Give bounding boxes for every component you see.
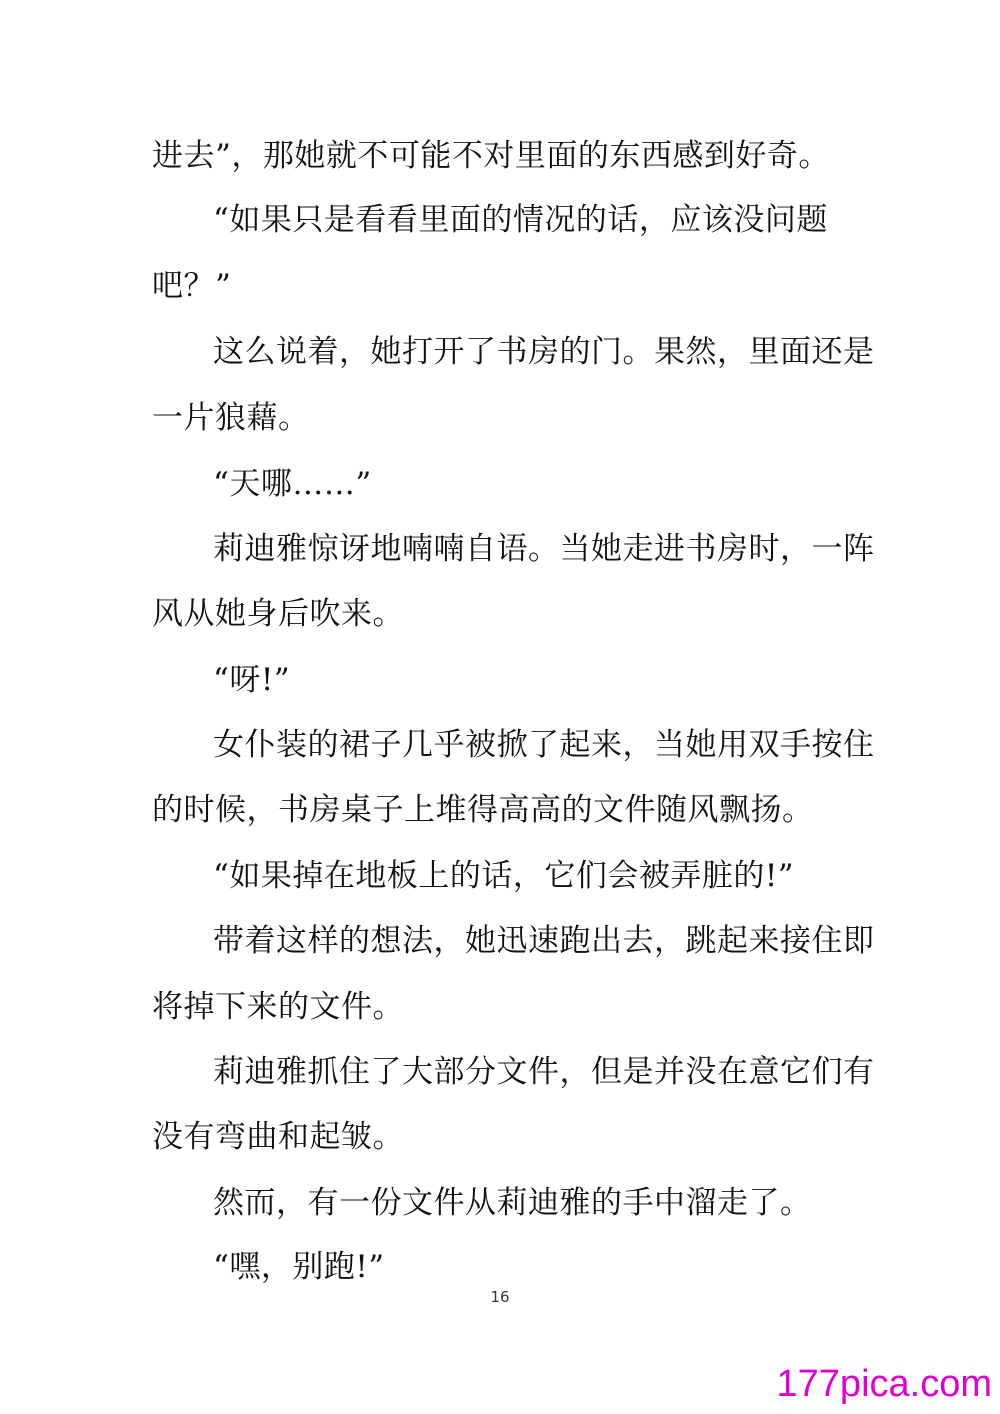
- text-line: “嘿，别跑!”: [213, 1249, 385, 1285]
- text-line: 将掉下来的文件。: [152, 989, 404, 1025]
- text-line: 进去”，那她就不可能不对里面的东西感到好奇。: [152, 138, 830, 174]
- text-line: “如果只是看看里面的情况的话，应该没问题: [213, 202, 828, 238]
- text-line: 带着这样的想法，她迅速跑出去，跳起来接住即: [213, 923, 875, 959]
- text-line: 吧？”: [152, 268, 232, 304]
- text-line: “天哪……”: [213, 466, 372, 502]
- text-line: 风从她身后吹来。: [152, 596, 404, 632]
- text-line: 莉迪雅惊讶地喃喃自语。当她走进书房时，一阵: [213, 531, 875, 567]
- page-number: 16: [490, 1288, 510, 1306]
- text-line: 这么说着，她打开了书房的门。果然，里面还是: [213, 334, 875, 370]
- text-line: 然而，有一份文件从莉迪雅的手中溜走了。: [213, 1185, 812, 1221]
- text-line: 没有弯曲和起皱。: [152, 1119, 404, 1155]
- text-line: 的时候，书房桌子上堆得高高的文件随风飘扬。: [152, 792, 814, 828]
- text-line: 女仆装的裙子几乎被掀了起来，当她用双手按住: [213, 727, 875, 763]
- text-line: “如果掉在地板上的话，它们会被弄脏的!”: [213, 858, 795, 894]
- watermark: 177pica.com: [776, 1363, 992, 1405]
- text-line: “呀!”: [213, 662, 291, 698]
- text-line: 一片狼藉。: [152, 400, 310, 436]
- text-line: 莉迪雅抓住了大部分文件，但是并没在意它们有: [213, 1054, 875, 1090]
